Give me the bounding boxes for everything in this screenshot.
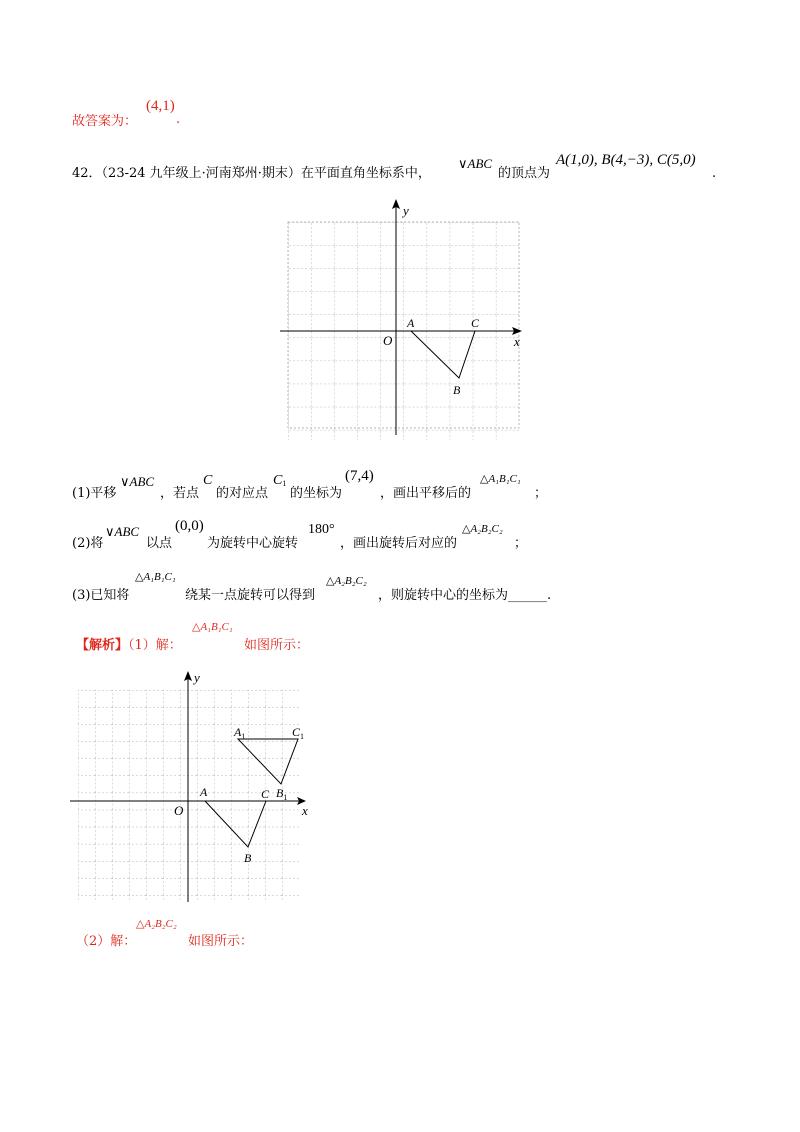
fig1-a-label: A xyxy=(407,316,415,330)
answer-label: 故答案为： xyxy=(72,114,138,129)
part-2-angle: 180° xyxy=(308,522,335,537)
fig1-x-label: x xyxy=(514,334,520,349)
part-1-d: 的坐标为 xyxy=(290,486,343,501)
part-1-triangle: ∨ABC xyxy=(120,474,155,489)
fig1-b-label: B xyxy=(453,383,461,397)
part-2-e: ； xyxy=(514,536,528,551)
part-2-b: 以点 xyxy=(146,536,173,551)
problem-vertices: A(1,0), B(4,−3), C(5,0) xyxy=(556,152,696,168)
part-3-triangle1: △A₁B₁C₁ xyxy=(135,571,176,583)
part-1-a: (1)平移 xyxy=(72,486,117,501)
problem-statement xyxy=(72,162,431,181)
answer-blank: ______ xyxy=(508,588,548,603)
solution-1-text: 如图所示： xyxy=(244,638,310,653)
solution-2-label: （2）解： xyxy=(76,934,137,949)
part-1-coord: (7,4) xyxy=(345,468,374,484)
solution-bracket: 【解析】 xyxy=(76,638,129,653)
problem-end: . xyxy=(712,166,717,181)
problem-text: 在平面直角坐标系中， xyxy=(300,166,431,181)
solution-2-triangle: △A₂B₂C₂ xyxy=(136,918,177,930)
part-2-c: 为旋转中心旋转 xyxy=(207,536,299,551)
fig1-origin-label: O xyxy=(383,333,393,348)
fig1-c-label: C xyxy=(471,316,480,330)
part-2-a: (2)将 xyxy=(72,536,104,551)
part-3-a: (3)已知将 xyxy=(72,588,130,603)
problem-text2: 的顶点为 xyxy=(498,166,551,181)
part-3-c: ，则旋转中心的坐标为______. xyxy=(378,588,552,603)
answer-value: (4,1) xyxy=(146,98,175,114)
part-1-c1-point: $C_1$ xyxy=(273,473,287,488)
solution-2-text: 如图所示： xyxy=(188,934,254,949)
problem-triangle: ∨ABC xyxy=(458,156,493,171)
fig2-a1-label: $A_1$ xyxy=(234,725,246,741)
fig2-c1-label: $C_1$ xyxy=(292,725,305,741)
figure-1-coordinate-grid xyxy=(270,195,535,440)
fig2-c-label: C xyxy=(261,787,270,801)
fig2-b-label: B xyxy=(244,851,252,865)
part-1-f: ； xyxy=(534,486,548,501)
answer-line xyxy=(72,110,137,129)
solution-1-label: （1）解： xyxy=(128,638,182,653)
part-1-e: ，画出平移后的 xyxy=(380,486,472,501)
problem-source: （23-24 九年级上·河南郑州·期末） xyxy=(101,166,301,181)
solution-1-header xyxy=(76,634,182,653)
part-1-c: 的对应点 xyxy=(216,486,269,501)
problem-number: 42． xyxy=(72,166,102,181)
part-2-triangle: ∨ABC xyxy=(105,524,140,539)
fig2-x-label: x xyxy=(302,803,308,818)
part-1-triangle2: △A₁B₁C₁ xyxy=(480,473,521,485)
part-2-d: ，画出旋转后对应的 xyxy=(340,536,458,551)
fig1-y-label: y xyxy=(403,203,409,218)
part-2-triangle2: △A₂B₂C₂ xyxy=(462,523,503,535)
answer-end: . xyxy=(176,112,181,127)
solution-1-triangle: △A₁B₁C₁ xyxy=(192,621,233,633)
part-3-triangle2: △A₂B₂C₂ xyxy=(326,575,367,587)
part-2-coord: (0,0) xyxy=(175,518,204,534)
part-1-c-point: C xyxy=(203,473,213,488)
part-3-b: 绕某一点旋转可以得到 xyxy=(185,588,316,603)
fig2-origin-label: O xyxy=(174,803,184,818)
fig2-y-label: y xyxy=(194,670,200,685)
figure-2-coordinate-grid xyxy=(68,668,318,903)
fig2-b1-label: $B_1$ xyxy=(276,786,288,802)
part-1-b: ，若点 xyxy=(160,486,200,501)
fig2-a-label: A xyxy=(200,785,208,799)
